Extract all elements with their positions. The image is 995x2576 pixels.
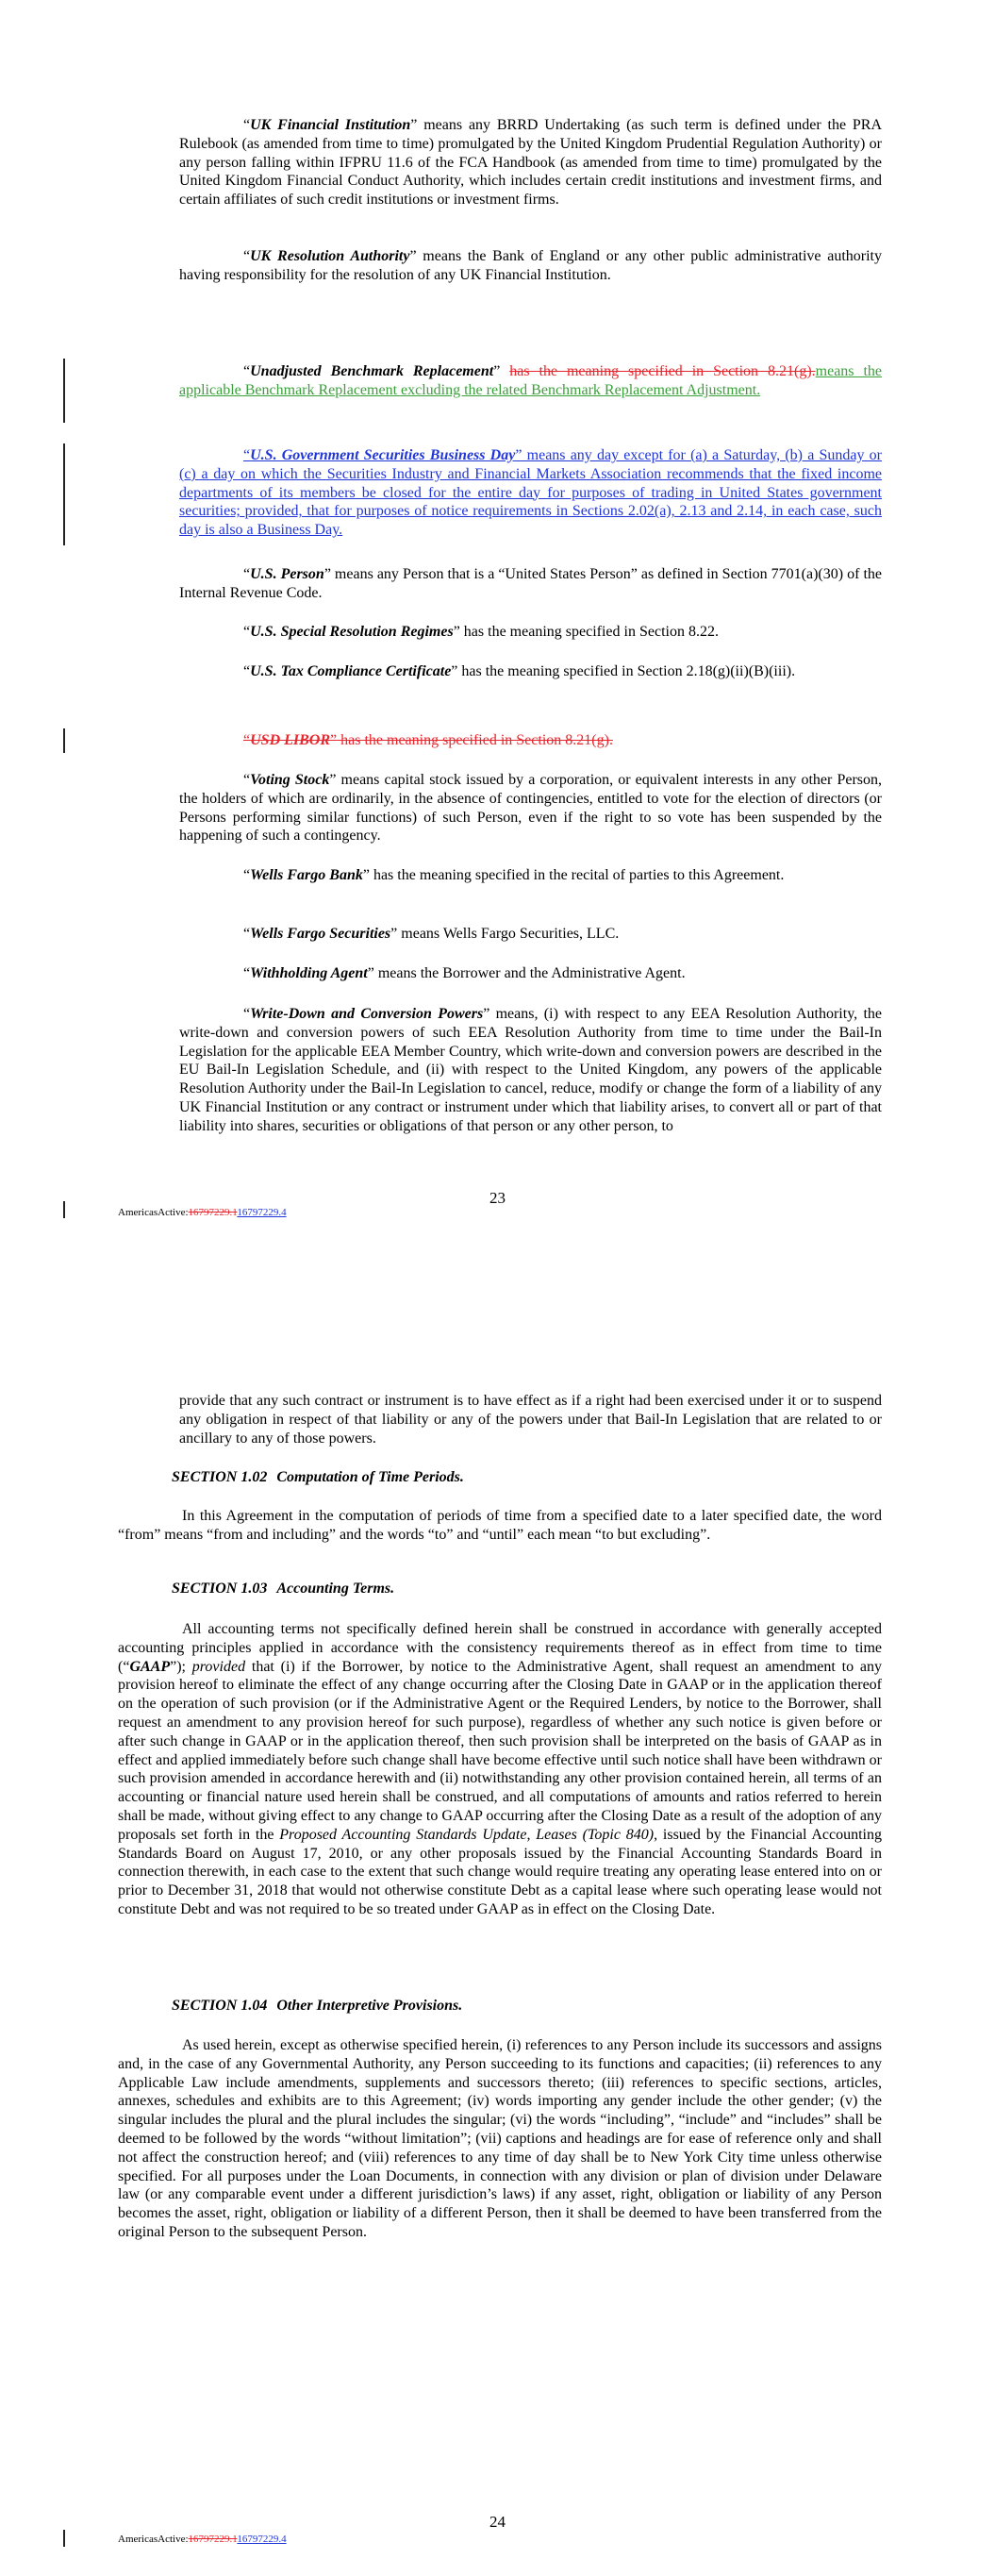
change-bar (63, 443, 65, 545)
page-number: 24 (489, 2513, 506, 2531)
definition-text: means the Borrower and the Administrative Agent. (373, 965, 686, 981)
footer-new-id: 16797229.4 (237, 1207, 287, 1218)
section-heading-1-02 (172, 1469, 473, 1486)
definition-text: has the meaning specified in the recital of parties to this Agreement. (369, 867, 785, 883)
defined-term: U.S. Tax Compliance Certificate (250, 663, 452, 679)
change-bar (63, 2530, 65, 2547)
deleted-text: has the meaning specified in Section 8.21(g). (509, 363, 816, 379)
definition-wells-fargo-securities: “Wells Fargo Securities” means Wells Fargo Securities, LLC. (243, 926, 620, 942)
definition-us-government-securities-business-day: “U.S. Government Securities Business Day” means any day except for (a) a Saturday, (b) a Sunday or (c) a day on which the Securities Industry and Financial Markets Association recommends that the fixed income departments of its members be closed for the entire day for purposes of trading in United States government securities; provided, that for purposes of notice requirements in Sections 2.02(a), 2.13 and 2.14, in each case, such day is also a Business Day. (179, 447, 883, 539)
definition-text: has the meaning specified in Section 2.18(g)(ii)(B)(iii). (457, 663, 796, 679)
text-run: that (i) if the Borrower, by notice to the Administrative Agent, shall request an amendment to any provision hereof to eliminate the effect of any change occurring after the Closing Date in GAAP or in the application thereof on the operation of such provision (or if the Administrative Agent or the Required Lenders, by notice to the Borrower, shall request an amendment to any provision hereof for such purpose), regardless of whether any such notice is given before or after such change in GAAP or in the application thereof, then such provision shall be interpreted on the basis of GAAP as in effect and applied immediately before such change shall have become effective until such notice shall have been withdrawn or such provision amended in accordance herewith and (ii) notwithstanding any other provision contained herein, all terms of an accounting or financial nature used herein shall be construed, and all computations of amounts and ratios referred to herein shall be made, without giving effect to any change to GAAP occurring after the Closing Date as a result of the adoption of any proposals set forth in the (118, 1658, 883, 1843)
definition-text: has the meaning specified in Section 8.22. (459, 624, 719, 640)
defined-term: Wells Fargo Bank (250, 867, 363, 883)
definition-text: means capital stock issued by a corporation, or equivalent interests in any other Person, the holders of which are ordinarily, in the absence of contingencies, entitled to vote for the election of directors (or Persons performing similar functions) of such Person, even if the right to so vote has been suspended by the happening of such a contingency. (179, 772, 882, 845)
footer-label: AmericasActive: (118, 2534, 189, 2545)
defined-term-gaap: GAAP (129, 1658, 171, 1675)
definition-text: means any Person that is a “United States Person” as defined in Section 7701(a)(30) of the Internal Revenue Code. (179, 566, 882, 601)
definition-text: means Wells Fargo Securities, LLC. (397, 926, 620, 942)
continuation-paragraph: provide that any such contract or instrument is to have effect as if a right had been exercised under it or to suspend any obligation in respect of that liability or any of the powers under that Bail-In Legislation that are related to or ancillary to any of those powers. (179, 1393, 882, 1447)
provided-term: provided (191, 1658, 246, 1675)
definition-text: means any day except for (a) a Saturday, (b) a Sunday or (c) a day on which the Securities Industry and Financial Markets Association recommends that the fixed income departments of its members be closed for the entire day for purposes of trading in United States government securities; provided, that for purposes of notice requirements in Sections 2.02(a), 2.13 and 2.14, in each case, such day is also a Business Day. (179, 447, 883, 539)
section-1-04-text: As used herein, except as otherwise specified herein, (i) references to any Person include its successors and assigns and, in the case of any Governmental Authority, any Person succeeding to its functions and capacities; (ii) references to any Applicable Law include amendments, supplements and successors thereto; (iii) references to specific sections, articles, annexes, schedules and exhibits are to this Agreement; (iv) words importing any gender include the other gender; (v) the singular includes the plural and the plural includes the singular; (vi) the words “including”, “include” and “includes” shall be deemed to be followed by the words “without limitation”; (vii) captions and headings are for ease of reference only and shall not affect the construction hereof; and (viii) references to any time of day shall be to New York City time unless otherwise specified. For all purposes under the Loan Documents, in connection with any division or plan of division under Delaware law (or any comparable event under a different jurisdiction’s laws) if any asset, right, obligation or liability of any Person becomes the asset, right, obligation or liability of a different Person, then it shall be deemed to have been transferred from the original Person to the subsequent Person. (118, 2037, 882, 2240)
definition-text: means, (i) with respect to any EEA Resolution Authority, the write-down and conversion powers of such EEA Resolution Authority from time to time under the Bail-In Legislation for the applicable EEA Member Country, which write-down and conversion powers are described in the EU Bail-In Legislation Schedule, and (ii) with respect to the United Kingdom, any powers of the applicable Resolution Authority under the Bail-In Legislation to cancel, reduce, modify or change the form of a liability of any UK Financial Institution or any contract or instrument under which that liability arises, to convert all or part of that liability into shares, securities or obligations of that person or any other person, to (179, 1006, 883, 1134)
page-24 (0, 1359, 995, 2576)
defined-term: Voting Stock (250, 772, 330, 788)
defined-term: UK Resolution Authority (250, 248, 410, 264)
definition-uk-financial-institution: “UK Financial Institution” means any BRRD Undertaking (as such term is defined under the PRA Rulebook (as amended from time to time) promulgated by the United Kingdom Prudential Regulation Authority) or any person falling within IFPRU 11.6 of the FCA Handbook (as amended from time to time) promulgated by the United Kingdom Financial Conduct Authority, which includes certain credit institutions and investment firms, and certain affiliates of such credit institutions or investment firms. (179, 117, 883, 209)
document-footer (118, 2534, 287, 2545)
section-1-03-text (118, 1620, 882, 1919)
definition-wells-fargo-bank: “Wells Fargo Bank” has the meaning specified in the recital of parties to this Agreement. (243, 867, 785, 883)
definition-text: has the meaning specified in Section 8.21(g). (337, 732, 613, 748)
proposed-standard-title: Proposed Accounting Standards Update, Leases (Topic 840) (279, 1826, 655, 1843)
definition-us-tax-compliance-certificate: “U.S. Tax Compliance Certificate” has the meaning specified in Section 2.18(g)(ii)(B)(iii). (243, 663, 796, 679)
definition-text: means any BRRD Undertaking (as such term is defined under the PRA Rulebook (as amended from time to time) promulgated by the United Kingdom Prudential Regulation Authority) or any person falling within IFPRU 11.6 of the FCA Handbook (as amended from time to time) promulgated by the United Kingdom Financial Conduct Authority, which includes certain credit institutions and investment firms, and certain affiliates of such credit institutions or investment firms. (179, 117, 883, 209)
change-bar (63, 728, 65, 753)
definition-us-person: “U.S. Person” means any Person that is a “United States Person” as defined in Section 7701(a)(30) of the Internal Revenue Code. (179, 566, 882, 601)
defined-term: Wells Fargo Securities (250, 926, 391, 942)
section-heading-1-03 (172, 1581, 404, 1597)
footer-old-id: 16797229.1 (188, 1207, 238, 1218)
defined-term: Withholding Agent (250, 965, 368, 981)
section-heading-1-04 (172, 1998, 472, 2015)
definition-text: means the Bank of England or any other public administrative authority having responsibility for the resolution of any UK Financial Institution. (179, 248, 883, 283)
defined-term: USD LIBOR (250, 732, 331, 748)
footer-new-id: 16797229.4 (237, 2534, 287, 2545)
section-1-02-text: In this Agreement in the computation of periods of time from a specified date to a later specified date, the word “from” means “from and including” and the words “to” and “until” each mean “to but excluding”. (118, 1508, 882, 1543)
text-run: , issued by the Financial Accounting Standards Board on August 17, 2010, or any other proposals issued by the Financial Accounting Standards Board in connection therewith, in each case to the extent that such change would require treating any operating lease entered into on or prior to December 31, 2018 that would not otherwise constitute Debt as a capital lease where such operating lease would not constitute Debt and was not required to be so treated under GAAP as in effect on the Closing Date. (118, 1826, 883, 1917)
footer-label: AmericasActive: (118, 1207, 189, 1218)
section-number: SECTION 1.04 (172, 1998, 268, 2014)
section-title: Other Interpretive Provisions. (276, 1998, 463, 2014)
definition-write-down-and-conversion-powers: “Write-Down and Conversion Powers” means, (i) with respect to any EEA Resolution Authority, the write-down and conversion powers of such EEA Resolution Authority from time to time under the Bail-In Legislation for the applicable EEA Member Country, which write-down and conversion powers are described in the EU Bail-In Legislation Schedule, and (ii) with respect to the United Kingdom, any powers of the applicable Resolution Authority under the Bail-In Legislation to cancel, reduce, modify or change the form of a liability of any UK Financial Institution or any contract or instrument under which that liability arises, to convert all or part of that liability into shares, securities or obligations of that person or any other person, to (179, 1006, 883, 1134)
defined-term: Unadjusted Benchmark Replacement (250, 363, 494, 379)
definition-withholding-agent: “Withholding Agent” means the Borrower and the Administrative Agent. (243, 965, 686, 981)
defined-term: Write-Down and Conversion Powers (250, 1006, 484, 1022)
section-number: SECTION 1.03 (172, 1581, 268, 1597)
inserted-text: means the applicable Benchmark Replacement excluding the related Benchmark Replacement Adjustment. (179, 363, 883, 398)
defined-term: UK Financial Institution (250, 117, 411, 133)
document-footer (118, 1207, 287, 1218)
text-run: All accounting terms not specifically defined herein shall be construed in accordance with generally accepted accounting principles applied in accordance with the consistency requirements thereof as in effect from time to time (“ (118, 1621, 882, 1675)
definition-usd-libor: “USD LIBOR” has the meaning specified in Section 8.21(g). (243, 732, 613, 748)
footer-old-id: 16797229.1 (188, 2534, 238, 2545)
text-run: ”); (170, 1658, 192, 1675)
section-number: SECTION 1.02 (172, 1469, 268, 1485)
section-title: Accounting Terms. (276, 1581, 395, 1597)
definition-unadjusted-benchmark-replacement: “Unadjusted Benchmark Replacement” has the meaning specified in Section 8.21(g).means the applicable Benchmark Replacement excluding the related Benchmark Replacement Adjustment. (179, 363, 883, 398)
change-bar (63, 359, 65, 423)
defined-term: U.S. Special Resolution Regimes (250, 624, 454, 640)
change-bar (63, 1201, 65, 1218)
definition-uk-resolution-authority: “UK Resolution Authority” means the Bank of England or any other public administrative authority having responsibility for the resolution of any UK Financial Institution. (179, 248, 883, 283)
page-number: 23 (489, 1189, 506, 1207)
definition-voting-stock: “Voting Stock” means capital stock issued by a corporation, or equivalent interests in any other Person, the holders of which are ordinarily, in the absence of contingencies, entitled to vote for the election of directors (or Persons performing similar functions) of such Person, even if the right to so vote has been suspended by the happening of such a contingency. (179, 772, 882, 845)
defined-term: U.S. Person (250, 566, 324, 582)
definition-us-special-resolution-regimes: “U.S. Special Resolution Regimes” has the meaning specified in Section 8.22. (243, 624, 719, 640)
defined-term: U.S. Government Securities Business Day (250, 447, 516, 463)
section-title: Computation of Time Periods. (276, 1469, 464, 1485)
